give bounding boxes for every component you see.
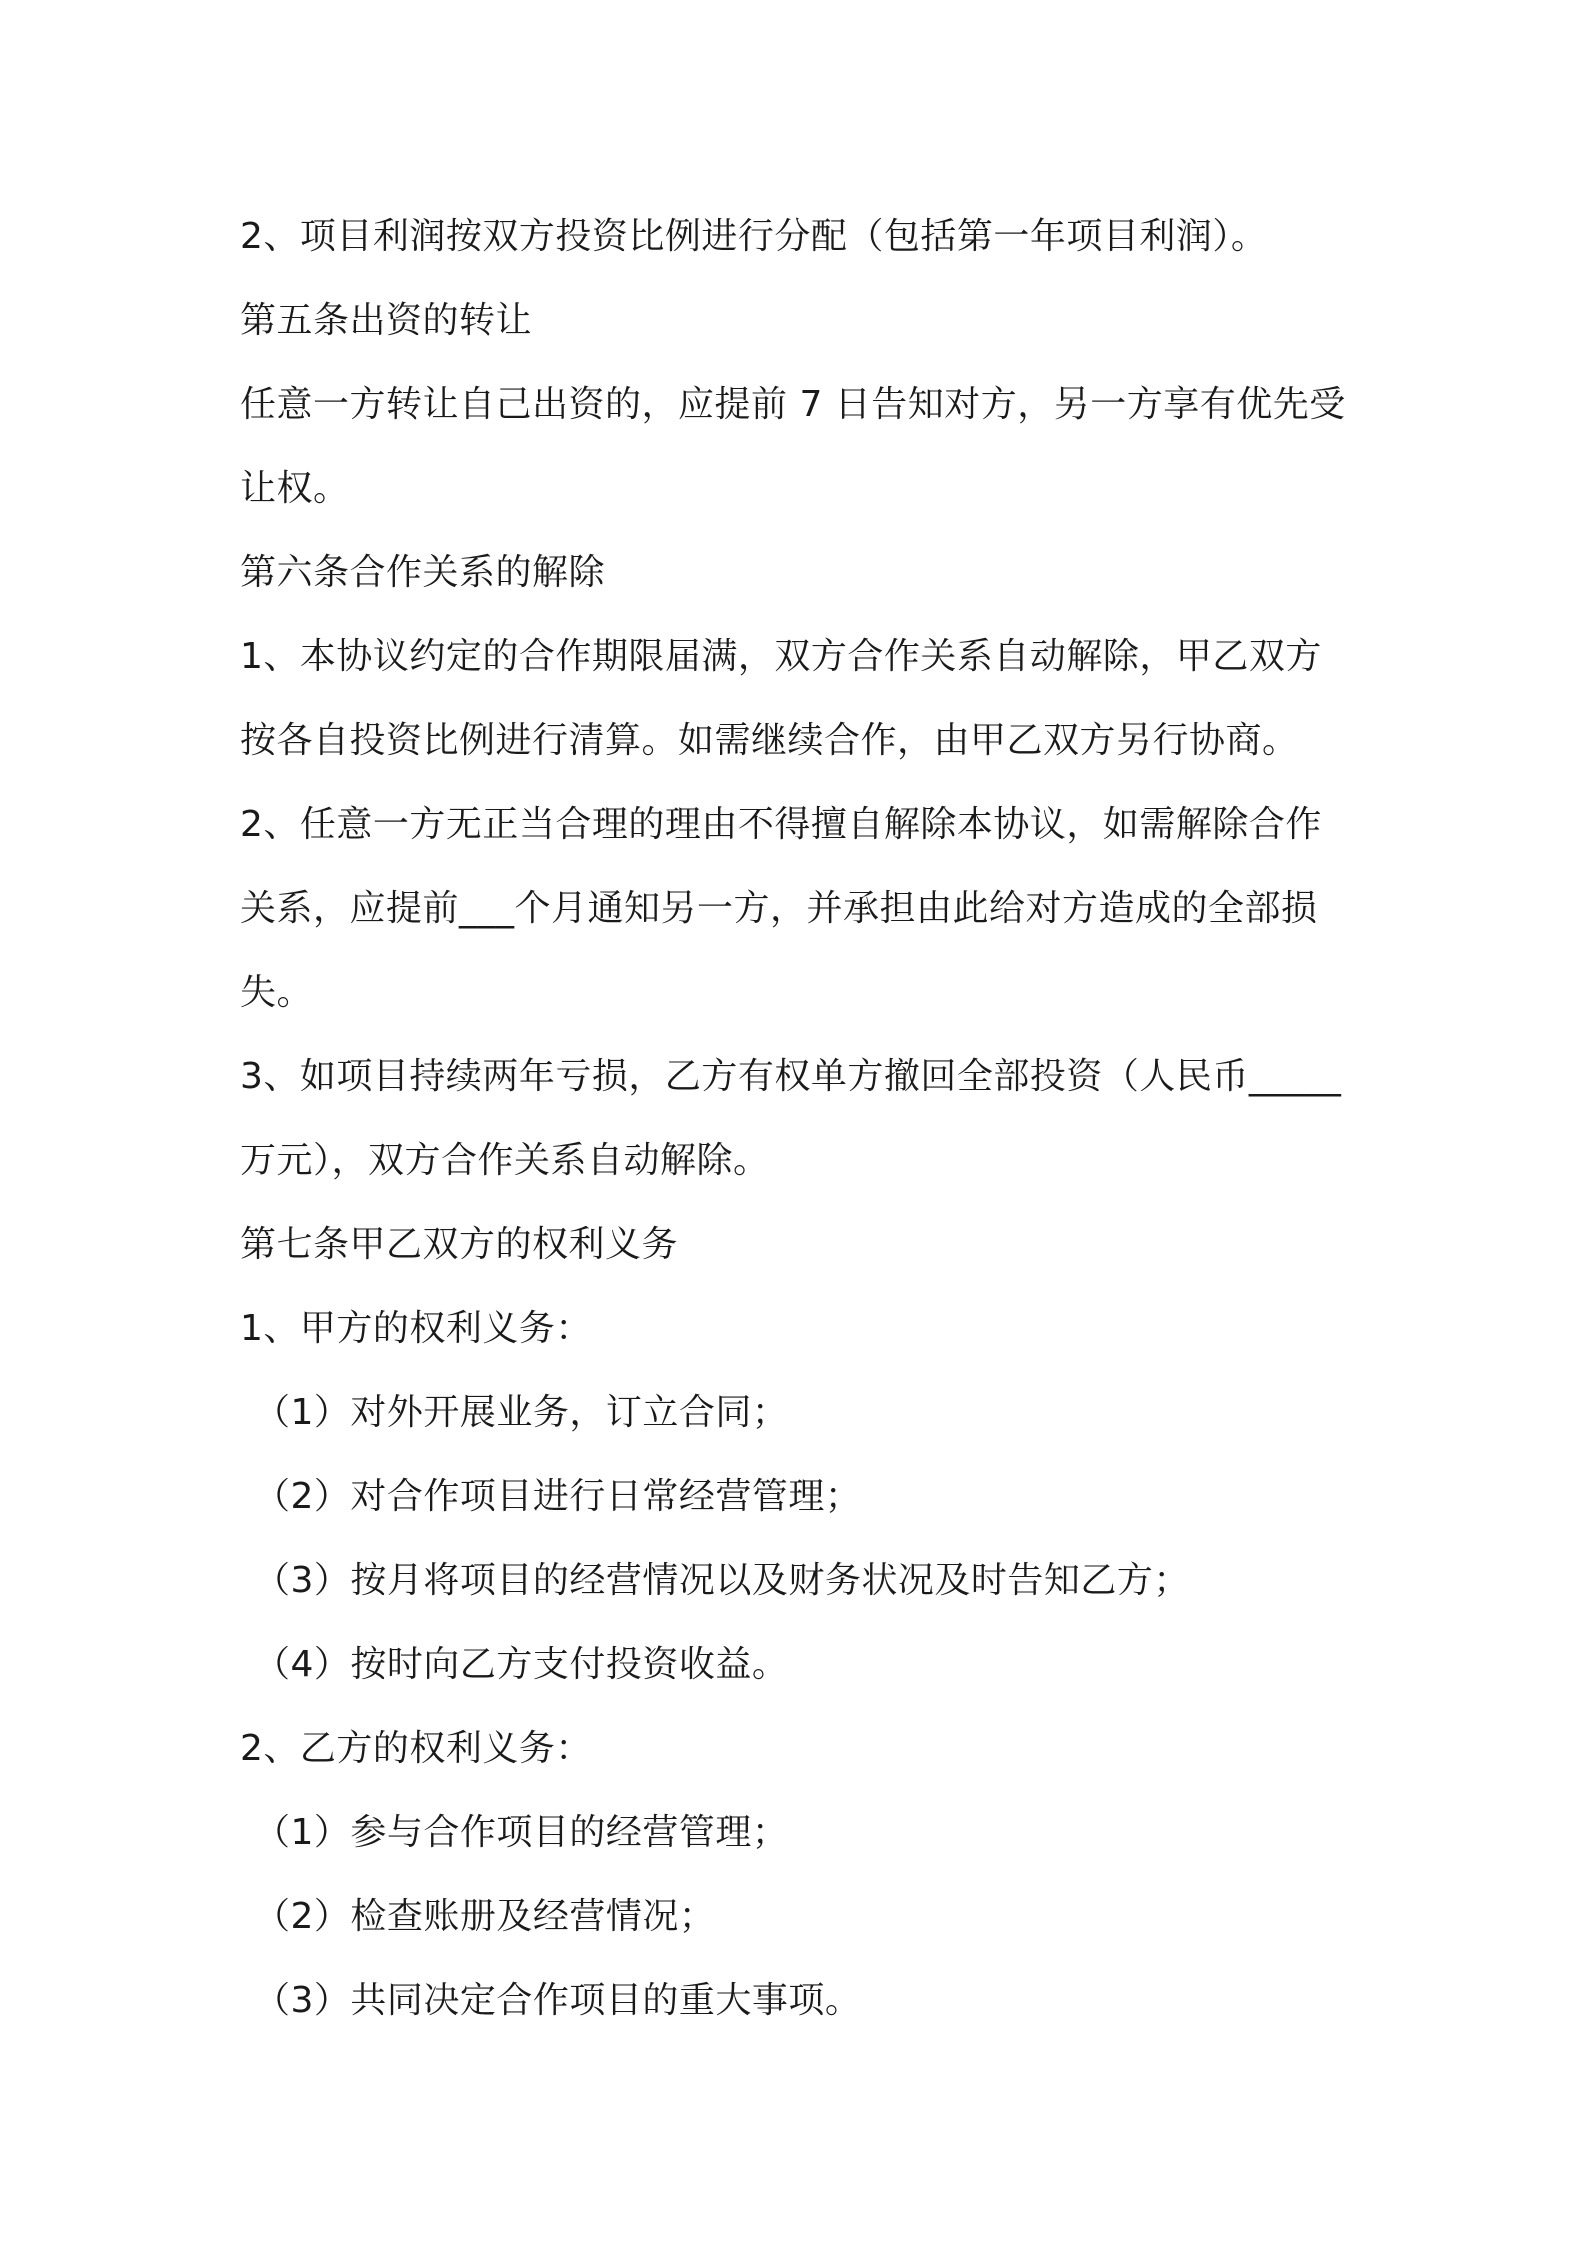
paragraph-line: 2、项目利润按双方投资比例进行分配（包括第一年项目利润）。 xyxy=(240,216,1268,257)
section-heading: 第七条甲乙双方的权利义务 xyxy=(240,1224,679,1265)
list-item: （1）对外开展业务，订立合同； xyxy=(254,1392,789,1433)
paragraph-line: 2、任意一方无正当合理的理由不得擅自解除本协议，如需解除合作 xyxy=(240,804,1322,845)
paragraph-line: 按各自投资比例进行清算。如需继续合作，由甲乙双方另行协商。 xyxy=(240,720,1299,761)
list-item: （3）共同决定合作项目的重大事项。 xyxy=(254,1980,862,2021)
paragraph-line: 关系，应提前___个月通知另一方，并承担由此给对方造成的全部损 xyxy=(240,888,1318,929)
paragraph-line: 让权。 xyxy=(240,468,350,509)
paragraph-line: 2、乙方的权利义务： xyxy=(240,1728,592,1769)
paragraph-line: 万元），双方合作关系自动解除。 xyxy=(240,1140,770,1181)
list-item: （2）检查账册及经营情况； xyxy=(254,1896,716,1937)
list-item: （2）对合作项目进行日常经营管理； xyxy=(254,1476,862,1517)
paragraph-line: 任意一方转让自己出资的，应提前 7 日告知对方，另一方享有优先受 xyxy=(240,384,1346,425)
list-item: （1）参与合作项目的经营管理； xyxy=(254,1812,789,1853)
list-item: （3）按月将项目的经营情况以及财务状况及时告知乙方； xyxy=(254,1560,1190,1601)
section-heading: 第五条出资的转让 xyxy=(240,300,533,341)
paragraph-line: 1、甲方的权利义务： xyxy=(240,1308,592,1349)
list-item: （4）按时向乙方支付投资收益。 xyxy=(254,1644,789,1685)
paragraph-line: 3、如项目持续两年亏损，乙方有权单方撤回全部投资（人民币_____ xyxy=(240,1056,1342,1097)
section-heading: 第六条合作关系的解除 xyxy=(240,552,606,593)
paragraph-line: 失。 xyxy=(240,972,314,1013)
paragraph-line: 1、本协议约定的合作期限届满，双方合作关系自动解除，甲乙双方 xyxy=(240,636,1322,677)
document-body xyxy=(240,195,1360,2043)
